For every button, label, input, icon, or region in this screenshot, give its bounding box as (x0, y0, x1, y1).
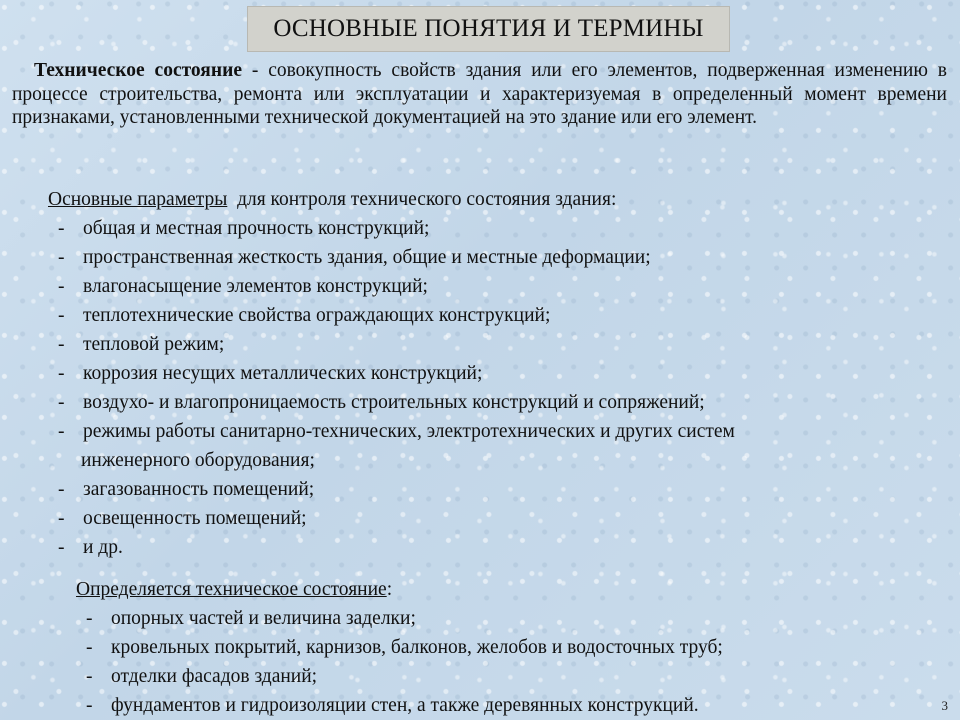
list-item (48, 417, 948, 446)
list-dash: - (58, 479, 65, 500)
list-dash: - (58, 392, 65, 413)
list-item-text: общая и местная прочность конструкций; (83, 218, 430, 239)
parameters-heading-underlined: Основные параметры (48, 189, 228, 210)
list-dash: - (58, 218, 65, 239)
list-item-text: и др. (83, 537, 123, 558)
definition-text: - совокупность свойств здания или его элементов, подверженная изменению в процессе строительства, ремонта или эксплуатации и характеризуемая в определенный момент времени признаками, установленными технической документацией на это здание или его элемент. (12, 60, 947, 128)
determined-heading (76, 575, 956, 604)
list-dash: - (58, 247, 65, 268)
slide-title (247, 6, 730, 52)
list-item (48, 330, 948, 359)
slide-title-text: ОСНОВНЫЕ ПОНЯТИЯ И ТЕРМИНЫ (273, 15, 704, 42)
parameters-section (48, 185, 948, 562)
list-dash: - (86, 608, 93, 629)
list-item-text: теплотехнические свойства ограждающих конструкций; (83, 305, 551, 326)
list-item-continuation: инженерного оборудования; (81, 450, 315, 471)
page-number: 3 (941, 698, 948, 713)
list-dash: - (86, 666, 93, 687)
list-item-text: загазованность помещений; (83, 479, 315, 500)
list-dash: - (58, 421, 65, 442)
determined-section (76, 575, 956, 720)
list-dash: - (58, 276, 65, 297)
list-item-text: коррозия несущих металлических конструкций; (83, 363, 483, 384)
list-item (76, 691, 956, 720)
list-item (48, 359, 948, 388)
list-item (48, 301, 948, 330)
list-item (48, 243, 948, 272)
list-dash: - (58, 363, 65, 384)
list-item-text: освещенность помещений; (83, 508, 307, 529)
list-item-text: пространственная жесткость здания, общие и местные деформации; (83, 247, 651, 268)
list-item (48, 388, 948, 417)
parameters-heading (48, 185, 948, 214)
list-item (48, 504, 948, 533)
determined-heading-rest: : (386, 579, 393, 600)
list-item (48, 214, 948, 243)
list-item-text: фундаментов и гидроизоляции стен, а также деревянных конструкций. (111, 695, 699, 716)
list-dash: - (86, 637, 93, 658)
list-item-text: опорных частей и величина заделки; (111, 608, 416, 629)
list-item-text: отделки фасадов зданий; (111, 666, 318, 687)
list-item-text: влагонасыщение элементов конструкций; (83, 276, 428, 297)
list-item-text: воздухо- и влагопроницаемость строительных конструкций и сопряжений; (83, 392, 705, 413)
list-dash: - (58, 334, 65, 355)
list-dash: - (58, 508, 65, 529)
list-dash: - (58, 305, 65, 326)
list-item (76, 662, 956, 691)
list-item (48, 533, 948, 562)
list-item-text: режимы работы санитарно-технических, электротехнических и других систем (83, 421, 735, 442)
definition-paragraph (12, 59, 947, 130)
list-item (76, 633, 956, 662)
list-item (76, 604, 956, 633)
list-item (48, 272, 948, 301)
definition-term: Техническое состояние (34, 60, 242, 81)
list-item-text: кровельных покрытий, карнизов, балконов, желобов и водосточных труб; (111, 637, 723, 658)
list-dash: - (86, 695, 93, 716)
parameters-heading-rest: для контроля технического состояния здания: (227, 189, 617, 210)
list-dash: - (58, 537, 65, 558)
determined-heading-underlined: Определяется техническое состояние (76, 579, 387, 600)
list-item-text: тепловой режим; (83, 334, 225, 355)
list-item (48, 475, 948, 504)
